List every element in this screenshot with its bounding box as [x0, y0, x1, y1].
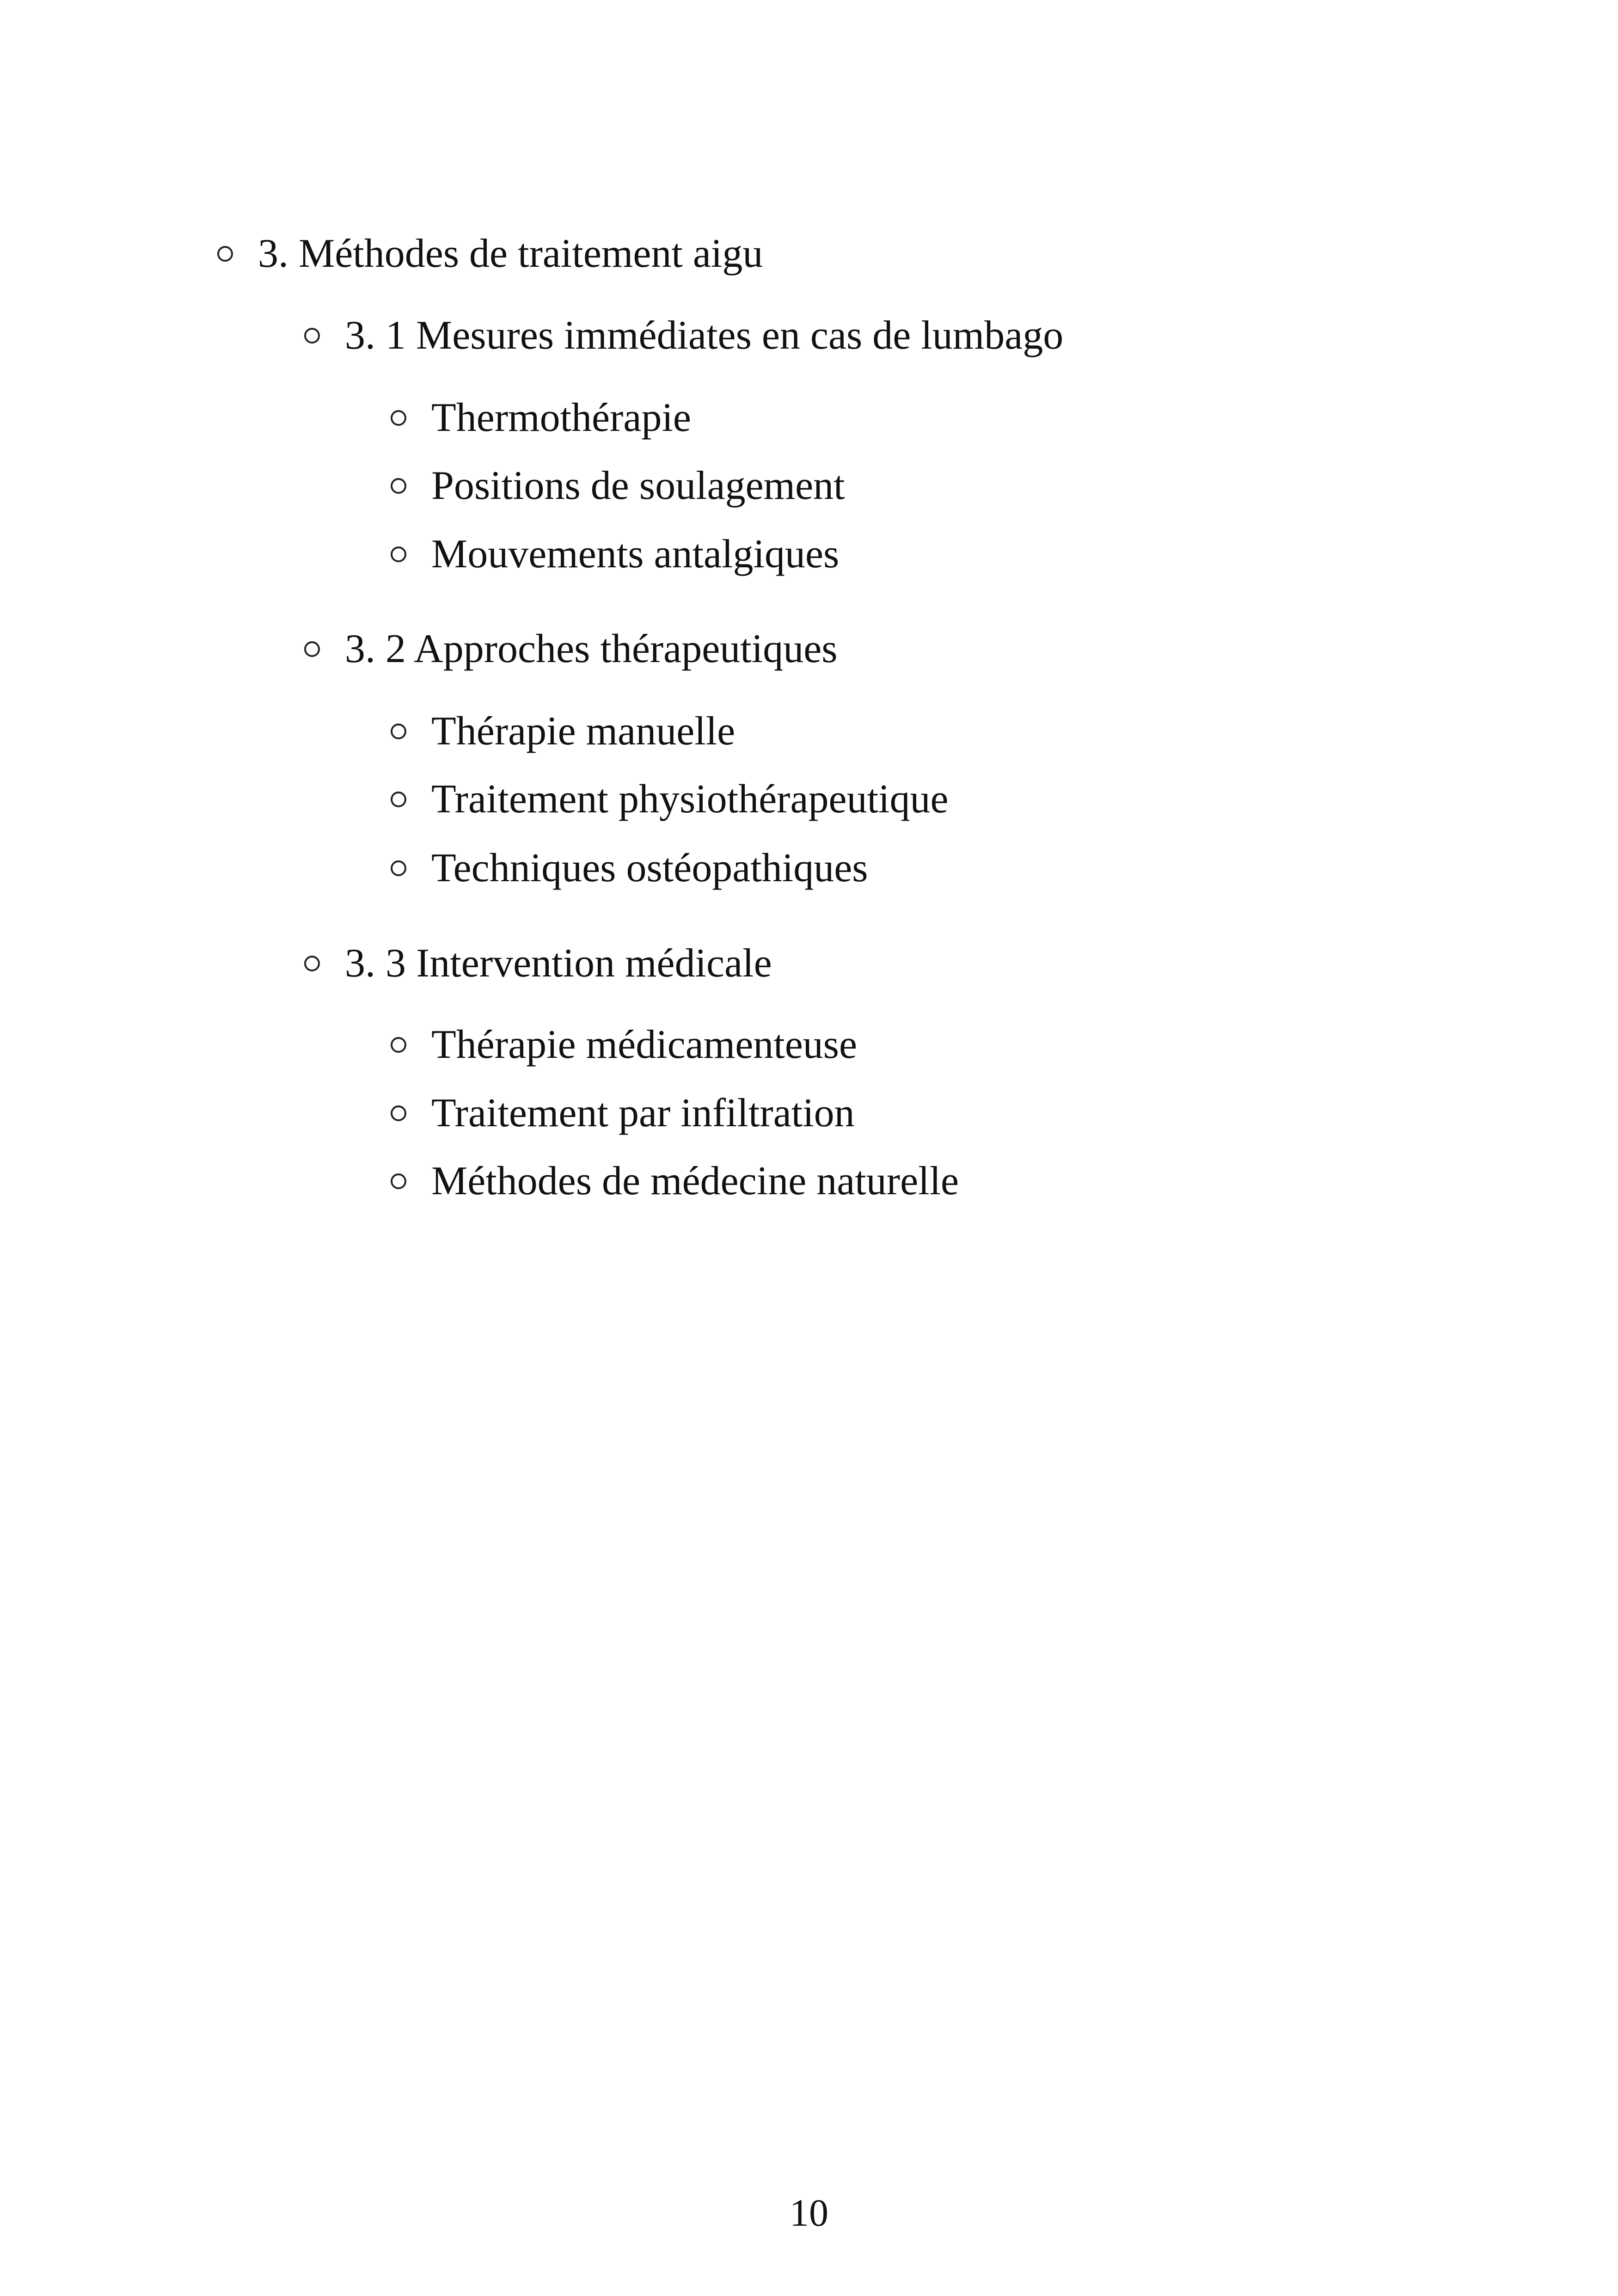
- outline-item-label: Thermothérapie: [431, 395, 691, 440]
- hollow-bullet-icon: [304, 956, 320, 971]
- outline-item: [391, 711, 735, 752]
- outline-item-label: Traitement physiothérapeutique: [431, 777, 949, 822]
- outline-item-label: Méthodes de médecine naturelle: [431, 1159, 959, 1203]
- outline-item: [391, 848, 868, 889]
- hollow-bullet-icon: [391, 860, 406, 876]
- outline-item-label: Positions de soulagement: [431, 463, 845, 508]
- hollow-bullet-icon: [391, 1105, 406, 1121]
- hollow-bullet-icon: [304, 328, 320, 344]
- outline-item: [391, 779, 949, 820]
- hollow-bullet-icon: [391, 1173, 406, 1189]
- page-number: 10: [790, 2192, 828, 2235]
- outline-item-label: 3. 3 Intervention médicale: [345, 941, 772, 986]
- hollow-bullet-icon: [391, 478, 406, 494]
- hollow-bullet-icon: [304, 641, 320, 657]
- outline-item-label: Techniques ostéopathiques: [431, 846, 868, 890]
- outline-subsection-3-3: [304, 943, 772, 984]
- outline-item-label: Traitement par infiltration: [431, 1091, 855, 1136]
- outline-item: [391, 395, 691, 440]
- outline-item: [391, 1093, 855, 1134]
- outline-item-label: 3. Méthodes de traitement aigu: [258, 231, 763, 276]
- outline-item-label: Thérapie médicamenteuse: [431, 1022, 858, 1067]
- outline-item-label: Thérapie manuelle: [431, 709, 735, 754]
- hollow-bullet-icon: [217, 246, 233, 262]
- outline-subsection-3-1: [304, 315, 1063, 356]
- outline-subsection-3-2: [304, 626, 838, 671]
- hollow-bullet-icon: [391, 792, 406, 807]
- hollow-bullet-icon: [391, 724, 406, 739]
- outline-section-3: [217, 233, 763, 274]
- outline-item: [391, 534, 839, 575]
- outline-item: [391, 1161, 959, 1202]
- hollow-bullet-icon: [391, 410, 406, 426]
- hollow-bullet-icon: [391, 1037, 406, 1053]
- outline-item-label: Mouvements antalgiques: [431, 532, 840, 577]
- outline-item: [391, 1022, 858, 1067]
- outline-item: [391, 463, 845, 508]
- outline-item-label: 3. 2 Approches thérapeutiques: [345, 626, 838, 671]
- hollow-bullet-icon: [391, 546, 406, 562]
- outline-item-label: 3. 1 Mesures immédiates en cas de lumbago: [345, 313, 1064, 358]
